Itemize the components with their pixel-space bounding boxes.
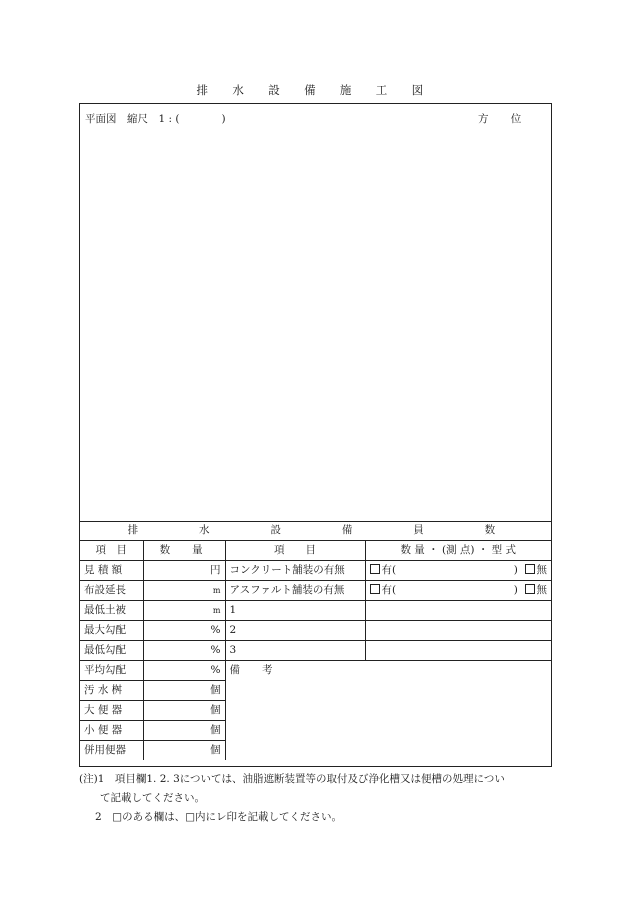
avg-slope-value[interactable] [143,661,225,681]
unit-label: % [210,644,221,656]
combined-toilet-count[interactable] [143,741,225,761]
remarks-label: 備 考 [229,664,279,676]
header-quantity: 数 量 [143,541,225,561]
unit-label: 個 [210,724,221,736]
row-label: 大 便 器 [80,701,143,721]
unit-label: m [212,606,221,615]
asphalt-answer: 有( ) 無 [365,581,551,601]
table-row [80,601,551,621]
unit-label: % [210,624,221,636]
checkbox-no[interactable] [525,584,535,594]
row-label: 1 [225,601,365,621]
length-value[interactable] [143,581,225,601]
unit-label: 個 [210,704,221,716]
note-1-continued: て記載してください。 [100,792,205,804]
section-title-row [80,521,551,541]
unit-label: % [210,664,221,676]
table-row [80,621,551,641]
row-label: 見 積 額 [80,561,143,581]
estimate-value[interactable] [143,561,225,581]
row-label: 2 [225,621,365,641]
row-label: アスファルト舗装の有無 [225,581,365,601]
direction-label: 方 位 [478,113,531,125]
plan-scale-label: 平面図 縮尺 1 : ( ) [85,113,226,125]
min-slope-value[interactable] [143,641,225,661]
row-label: 最低土被 [80,601,143,621]
item-2-value[interactable] [365,621,551,641]
toilet-count[interactable] [143,701,225,721]
urinal-count[interactable] [143,721,225,741]
cover-value[interactable] [143,601,225,621]
section-title: 排 水 設 備 員 数 [80,521,551,541]
header-quantity-type: 数 量 ・ (測 点) ・ 型 式 [365,541,551,561]
table-row [80,561,551,581]
item-1-value[interactable] [365,601,551,621]
note-1: (注)1 項目欄1. 2. 3については、油脂遮断装置等の取付及び浄化槽又は便槽の処理につい [79,773,505,785]
unit-label: m [212,586,221,595]
row-label: 平均勾配 [80,661,143,681]
row-label: 最低勾配 [80,641,143,661]
note-2: 2 □のある欄は、□内にレ印を記載してください。 [95,811,343,823]
remarks-cell[interactable] [225,661,551,761]
table-row [80,661,551,681]
row-label: 最大勾配 [80,621,143,641]
plan-view-area [80,104,551,522]
row-label: コンクリート舗装の有無 [225,561,365,581]
page-title: 排 水 設 備 施 工 図 [196,83,434,97]
unit-label: 個 [210,744,221,756]
header-item-2: 項 目 [225,541,365,561]
checkbox-no[interactable] [525,564,535,574]
table-row [80,581,551,601]
form-frame [79,103,552,767]
manhole-count[interactable] [143,681,225,701]
unit-label: 円 [210,564,221,576]
row-label: 3 [225,641,365,661]
row-label: 汚 水 桝 [80,681,143,701]
checkbox-yes[interactable] [370,584,380,594]
row-label: 布設延長 [80,581,143,601]
header-item: 項 目 [80,541,143,561]
checkbox-yes[interactable] [370,564,380,574]
header-row [80,541,551,561]
item-3-value[interactable] [365,641,551,661]
max-slope-value[interactable] [143,621,225,641]
unit-label: 個 [210,684,221,696]
row-label: 併用便器 [80,741,143,761]
table-row [80,641,551,661]
row-label: 小 便 器 [80,721,143,741]
concrete-answer: 有( ) 無 [365,561,551,581]
notes [79,770,559,827]
drainage-quantity-table [80,521,551,760]
